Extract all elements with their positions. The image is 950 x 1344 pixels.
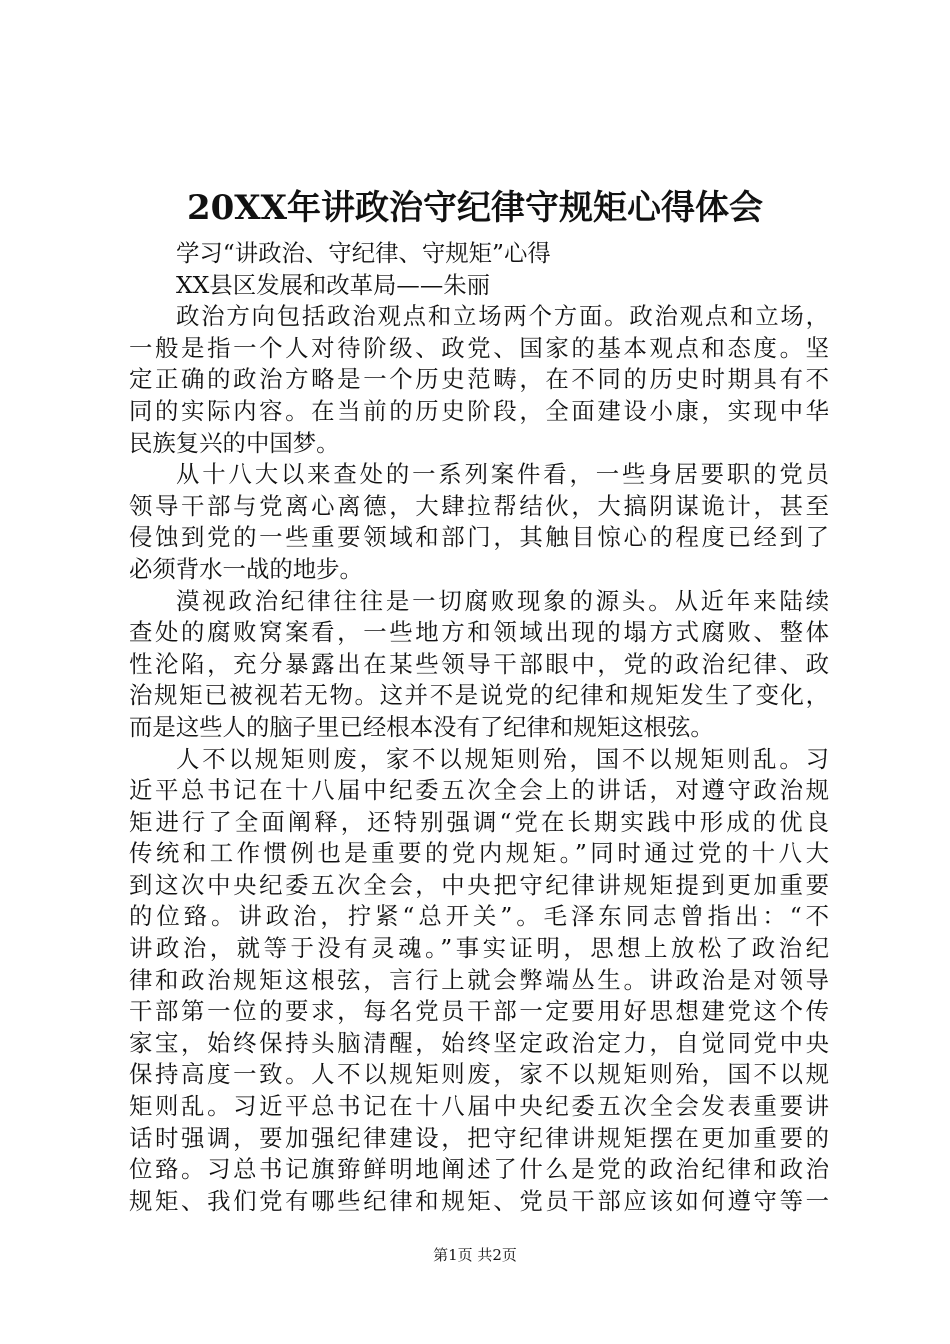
body-line: 近平总书记在十八届中纪委五次全会上的讲话，对遵守政治规 <box>129 776 829 805</box>
body-line: 律和政治规矩这根弦，言行上就会弊端丛生。讲政治是对领导 <box>129 965 829 994</box>
body-line: 同的实际内容。在当前的历史阶段，全面建设小康，实现中华 <box>129 396 829 425</box>
body-line: XX县区发展和改革局——朱丽 <box>176 270 490 299</box>
body-line: 侵蚀到党的一些重要领域和部门，其触目惊心的程度已经到了 <box>129 523 829 552</box>
body-line: 学习“讲政治、守纪律、守规矩”心得 <box>176 239 551 267</box>
body-line: 人不以规矩则废，家不以规矩则殆，国不以规矩则乱。习 <box>176 744 829 773</box>
body-line: 漠视政治纪律往往是一切腐败现象的源头。从近年来陆续 <box>176 586 829 615</box>
body-line: 矩则乱。习近平总书记在十八届中央纪委五次全会发表重要讲 <box>129 1092 829 1121</box>
document-body <box>129 238 829 1217</box>
body-line: 矩进行了全面阐释，还特别强调“党在长期实践中形成的优良 <box>129 807 829 836</box>
body-line: 治规矩已被视若无物。这并不是说党的纪律和规矩发生了变化， <box>129 681 829 710</box>
body-line: 民族复兴的中国梦。 <box>129 428 340 457</box>
body-line: 定正确的政治方略是一个历史范畴，在不同的历史时期具有不 <box>129 365 829 394</box>
body-line: 从十八大以来查处的一系列案件看，一些身居要职的党员 <box>176 460 829 489</box>
body-line: 保持高度一致。人不以规矩则废，家不以规矩则殆，国不以规 <box>129 1060 829 1089</box>
body-line: 查处的腐败窝案看，一些地方和领域出现的塌方式腐败、整体 <box>129 618 829 647</box>
body-line: 传统和工作惯例也是重要的党内规矩。”同时通过党的十八大 <box>129 839 829 868</box>
body-line: 而是这些人的脑子里已经根本没有了纪律和规矩这根弦。 <box>129 712 714 741</box>
body-line: 讲政治，就等于没有灵魂。”事实证明，思想上放松了政治纪 <box>129 934 829 963</box>
body-line: 必须背水一战的地步。 <box>129 554 363 583</box>
body-line: 话时强调，要加强纪律建设，把守纪律讲规矩摆在更加重要的 <box>129 1123 829 1152</box>
body-line: 规矩、我们党有哪些纪律和规矩、党员干部应该如何遵守等一 <box>129 1186 829 1215</box>
body-line: 到这次中央纪委五次全会，中央把守纪律讲规矩提到更加重要 <box>129 870 829 899</box>
body-line: 政治方向包括政治观点和立场两个方面。政治观点和立场， <box>176 302 829 331</box>
body-line: 干部第一位的要求，每名党员干部一定要用好思想建党这个传 <box>129 997 829 1026</box>
body-line: 家宝，始终保持头脑清醒，始终坚定政治定力，自觉同党中央 <box>129 1028 829 1057</box>
body-line: 的位臵。讲政治，拧紧“总开关”。毛泽东同志曾指出：“不 <box>129 902 829 931</box>
body-line: 一般是指一个人对待阶级、政党、国家的基本观点和态度。坚 <box>129 333 829 362</box>
document-title: 20XX年讲政治守纪律守规矩心得体会 <box>186 188 764 228</box>
page-footer: 第1页 共2页 <box>433 1246 517 1264</box>
body-line: 领导干部与党离心离德，大肆拉帮结伙，大搞阴谋诡计，甚至 <box>129 491 829 520</box>
body-line: 位臵。习总书记旗臶鲜明地阐述了什么是党的政治纪律和政治 <box>129 1155 829 1184</box>
body-line: 性沦陷，充分暴露出在某些领导干部眼中，党的政治纪律、政 <box>129 649 829 678</box>
